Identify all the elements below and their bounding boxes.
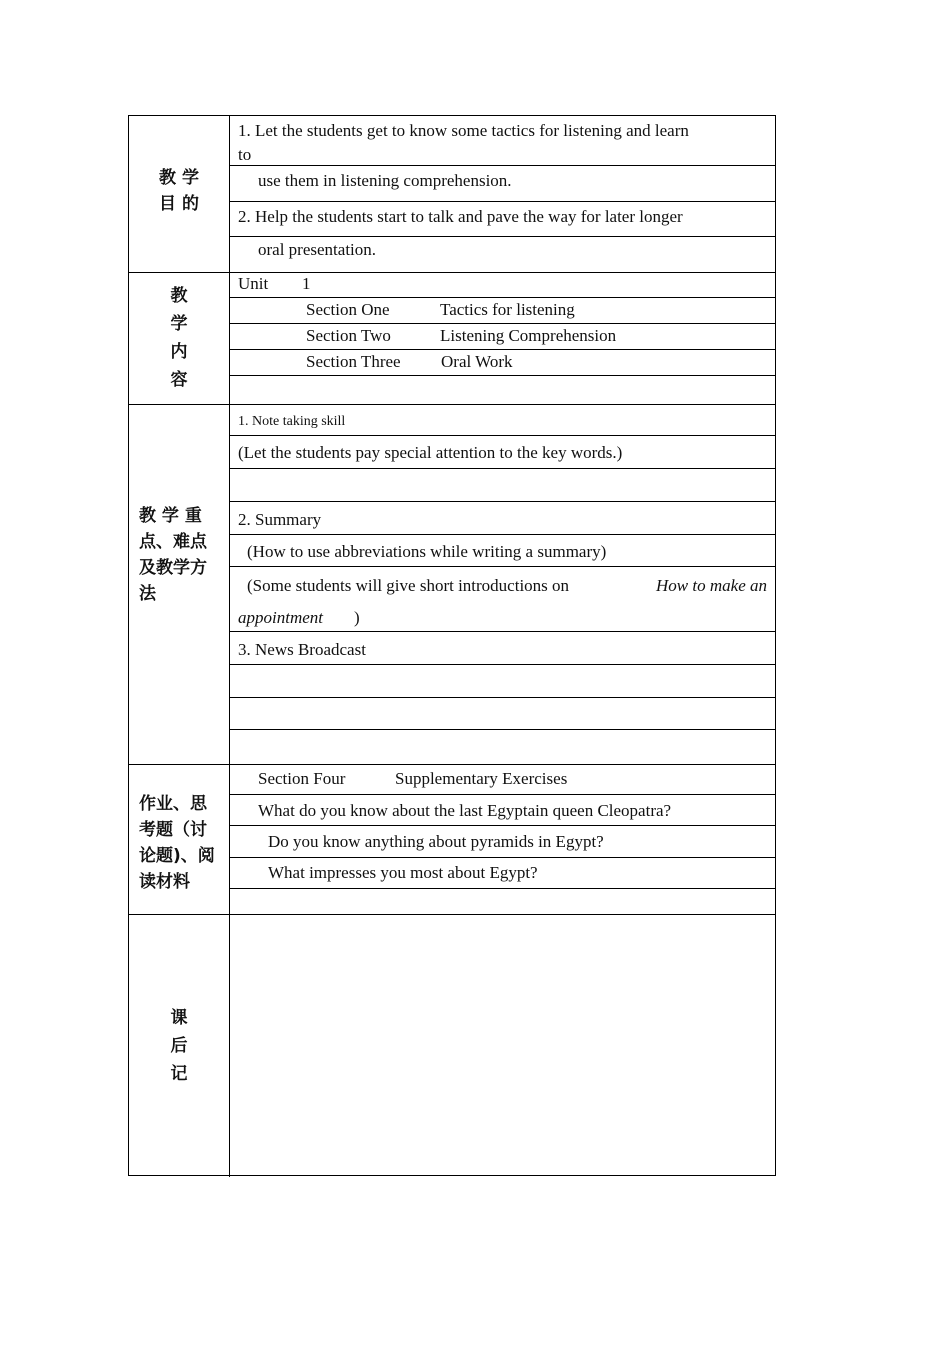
section-name: Section Two (306, 326, 391, 345)
objective-line (230, 166, 775, 202)
homework-line (230, 858, 775, 889)
unit-label: Unit (238, 274, 269, 293)
homework-line (230, 826, 775, 858)
objective-line (230, 116, 775, 166)
notes-label-char: 记 (170, 1064, 188, 1084)
content-label-char: 教 (170, 286, 188, 306)
section-topic: Oral Work (441, 352, 513, 371)
objectives-label-line2: 目 的 (159, 194, 199, 214)
method-line (230, 502, 775, 535)
notes-label-char: 后 (170, 1036, 188, 1056)
content-label (129, 272, 230, 404)
method-line (230, 404, 775, 436)
unit-line (230, 272, 775, 298)
method-line (230, 632, 775, 665)
question-text: Do you know anything about pyramids in Egypt? (268, 832, 604, 851)
unit-number: 1 (302, 274, 311, 293)
empty-line (230, 469, 775, 502)
objectives-label-line1: 教 学 (159, 168, 199, 188)
homework-line (230, 764, 775, 795)
section-topic: Tactics for listening (440, 300, 575, 319)
objective-text-1: 1. Let the students get to know some tactics for listening and learn (238, 121, 689, 140)
method-line (230, 567, 775, 632)
homework-row (129, 764, 775, 915)
section-line (230, 324, 775, 350)
section-four-name: Section Four (258, 769, 346, 788)
method-line (230, 535, 775, 567)
methods-label-line: 点、难点 (139, 532, 207, 552)
intro-prefix-text: (Some students will give short introductions on (247, 576, 570, 595)
homework-label-line: 作业、思 (139, 794, 207, 814)
methods-cells (230, 404, 775, 764)
notes-row (129, 914, 775, 1177)
objective-text-3: use them in listening comprehension. (258, 171, 512, 190)
content-label-char: 容 (170, 370, 188, 390)
notes-label (129, 914, 230, 1177)
methods-label (129, 404, 230, 764)
lesson-plan-table (128, 115, 776, 1176)
section-name: Section One (306, 300, 390, 319)
objective-line (230, 202, 775, 237)
content-label-char: 学 (170, 314, 188, 334)
methods-label-line: 及教学方 (139, 558, 207, 578)
content-row (129, 272, 775, 405)
objective-text-4: 2. Help the students start to talk and pave the way for later longer (238, 207, 683, 226)
homework-label (129, 764, 230, 914)
objectives-content (230, 116, 775, 272)
content-label-char: 内 (170, 342, 188, 362)
section-line (230, 350, 775, 376)
homework-label-line: 考题（讨 (139, 820, 207, 840)
empty-line (230, 889, 775, 914)
homework-cells (230, 764, 775, 914)
empty-line (230, 730, 775, 764)
news-text: 3. News Broadcast (238, 640, 366, 659)
objectives-row (129, 116, 775, 273)
methods-label-line: 教 学 重 (139, 506, 202, 526)
intro-title-part2: appointment (238, 608, 323, 627)
methods-row (129, 404, 775, 765)
question-text: What do you know about the last Egyptain queen Cleopatra? (258, 801, 672, 820)
method-line (230, 436, 775, 469)
note-detail-text: (Let the students pay special attention to the key words.) (238, 443, 623, 462)
question-text: What impresses you most about Egypt? (268, 863, 538, 882)
section-four-topic: Supplementary Exercises (395, 769, 568, 788)
homework-label-line: 论题)、阅 (139, 846, 215, 866)
note-taking-text: 1. Note taking skill (238, 414, 346, 429)
methods-label-line: 法 (139, 584, 156, 604)
empty-line (230, 665, 775, 698)
section-topic: Listening Comprehension (440, 326, 617, 345)
notes-content (230, 914, 775, 1177)
homework-line (230, 795, 775, 826)
notes-label-char: 课 (170, 1008, 188, 1028)
intro-title-part1: How to make an (656, 576, 767, 595)
section-line (230, 298, 775, 324)
objective-text-2: to (238, 145, 252, 164)
objective-line (230, 237, 775, 272)
content-cells (230, 272, 775, 404)
homework-label-line: 读材料 (139, 872, 190, 892)
empty-line (230, 376, 775, 404)
summary-detail-text: (How to use abbreviations while writing a summary) (247, 542, 607, 561)
section-name: Section Three (306, 352, 401, 371)
intro-suffix: ) (354, 608, 360, 627)
empty-line (230, 698, 775, 730)
summary-text: 2. Summary (238, 510, 322, 529)
objective-text-5: oral presentation. (258, 240, 377, 259)
objectives-label (129, 116, 230, 272)
